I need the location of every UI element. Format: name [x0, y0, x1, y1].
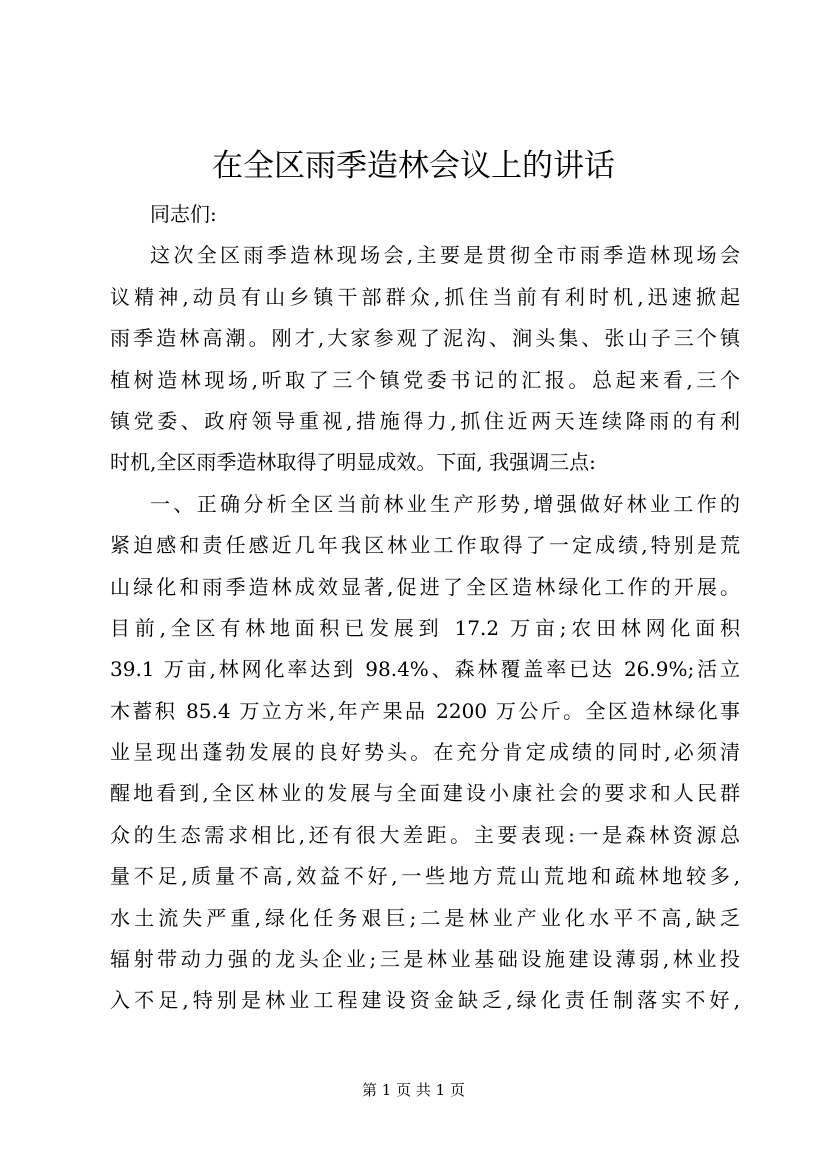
text-line: 这次全区雨季造林现场会,主要是贯彻全市雨季造林现场会 — [150, 243, 740, 268]
text-line: 醒地看到,全区林业的发展与全面建设小康社会的要求和人民群 — [110, 781, 740, 806]
document-title: 在全区雨季造林会议上的讲话 — [212, 148, 615, 184]
text-line: 山绿化和雨季造林成效显著,促进了全区造林绿化工作的开展。 — [110, 574, 740, 599]
document-body — [110, 194, 740, 1022]
text-line: 一、正确分析全区当前林业生产形势,增强做好林业工作的 — [150, 491, 740, 516]
text-line: 水土流失严重,绿化任务艰巨;二是林业产业化水平不高,缺乏 — [110, 905, 740, 930]
text-line: 木蓄积 85.4 万立方米,年产果品 2200 万公斤。全区造林绿化事 — [110, 698, 740, 723]
greeting-line: 同志们: — [150, 202, 217, 226]
text-line: 紧迫感和责任感近几年我区林业工作取得了一定成绩,特别是荒 — [110, 533, 740, 558]
text-line: 众的生态需求相比,还有很大差距。主要表现:一是森林资源总 — [110, 822, 740, 847]
text-line: 镇党委、政府领导重视,措施得力,抓住近两天连续降雨的有利 — [110, 408, 740, 433]
text-line: 入不足,特别是林业工程建设资金缺乏,绿化责任制落实不好, — [110, 988, 740, 1013]
text-line: 目前,全区有林地面积已发展到 17.2 万亩;农田林网化面积 — [110, 615, 740, 640]
text-line: 业呈现出蓬勃发展的良好势头。在充分肯定成绩的同时,必须清 — [110, 740, 740, 765]
page-footer: 第 1 页 共 1 页 — [362, 1081, 465, 1099]
text-line: 39.1 万亩,林网化率达到 98.4%、森林覆盖率已达 26.9%;活立 — [110, 657, 740, 682]
text-line: 议精神,动员有山乡镇干部群众,抓住当前有利时机,迅速掀起 — [110, 284, 740, 309]
text-line: 时机,全区雨季造林取得了明显成效。下面, 我强调三点: — [110, 450, 596, 475]
text-line: 植树造林现场,听取了三个镇党委书记的汇报。总起来看,三个 — [110, 367, 740, 392]
text-line: 雨季造林高潮。刚才,大家参观了泥沟、涧头集、张山子三个镇 — [110, 326, 740, 351]
text-line: 辐射带动力强的龙头企业;三是林业基础设施建设薄弱,林业投 — [110, 947, 740, 972]
paragraph-1 — [110, 235, 740, 483]
text-line: 量不足,质量不高,效益不好,一些地方荒山荒地和疏林地较多, — [110, 864, 740, 889]
paragraph-2 — [110, 484, 740, 1022]
